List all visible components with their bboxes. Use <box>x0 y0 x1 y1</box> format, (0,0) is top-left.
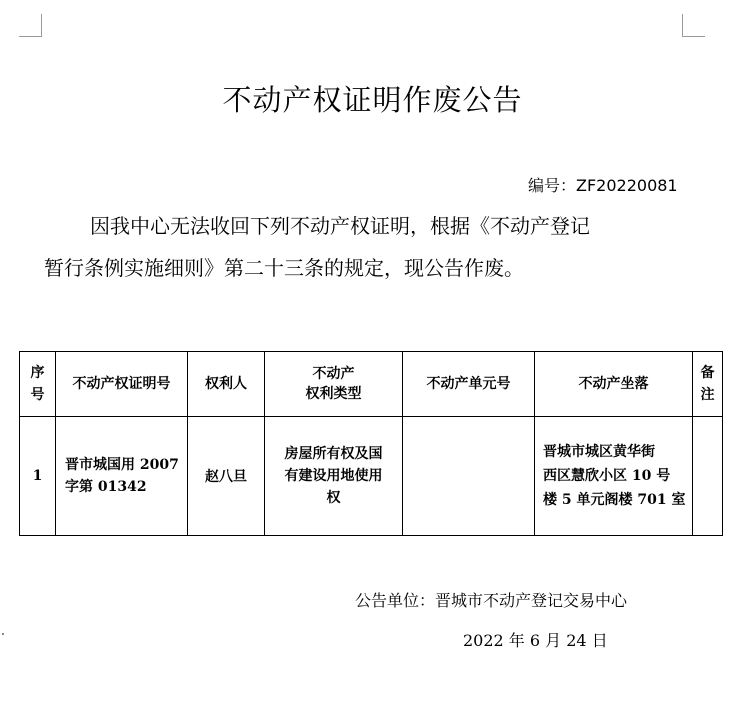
header-seq-line1: 序 <box>30 365 45 381</box>
issue-date: 2022 年 6 月 24 日 <box>463 631 608 650</box>
header-note-line2: 注 <box>700 387 715 403</box>
cell-note <box>693 417 723 536</box>
document-number: 编号：ZF20220081 <box>528 176 678 195</box>
header-cert-no: 不动产权证明号 <box>56 352 188 417</box>
void-certificate-table <box>19 351 723 536</box>
header-holder: 权利人 <box>188 352 265 417</box>
crop-mark-top-left <box>19 14 42 37</box>
cell-unit-no <box>403 417 535 536</box>
cell-right-type-line1: 房屋所有权及国 <box>284 446 383 462</box>
crop-mark-top-right <box>682 14 705 37</box>
header-right-type <box>265 352 403 417</box>
margin-dot <box>2 633 4 635</box>
header-right-type-line1: 不动产 <box>312 366 355 382</box>
issuer-line: 公告单位：晋城市不动产登记交易中心 <box>355 591 628 610</box>
body-line-2: 暂行条例实施细则》第二十三条的规定，现公告作废。 <box>44 256 524 280</box>
header-note <box>693 352 723 417</box>
body-line-1: 因我中心无法收回下列不动产权证明，根据《不动产登记 <box>90 214 590 238</box>
cell-location-line2: 西区慧欣小区 10 号 <box>543 468 671 484</box>
cell-location-line3: 楼 5 单元阁楼 701 室 <box>543 492 686 508</box>
cell-cert-no-line2: 字第 01342 <box>65 479 147 495</box>
cell-right-type-line3: 权 <box>326 490 341 506</box>
table-header-row <box>20 352 723 417</box>
page-title: 不动产权证明作废公告 <box>222 83 523 117</box>
cell-cert-no <box>56 417 188 536</box>
cell-cert-no-line1: 晋市城国用 2007 <box>65 457 179 473</box>
header-note-line1: 备 <box>700 365 715 381</box>
cell-seq: 1 <box>20 417 56 536</box>
cell-right-type-line2: 有建设用地使用 <box>284 468 383 484</box>
header-right-type-line2: 权利类型 <box>305 386 362 402</box>
table-row <box>20 417 723 536</box>
header-unit-no: 不动产单元号 <box>403 352 535 417</box>
cell-location <box>535 417 693 536</box>
header-seq-line2: 号 <box>30 387 45 403</box>
header-location: 不动产坐落 <box>535 352 693 417</box>
cell-location-line1: 晋城市城区黄华街 <box>543 444 655 460</box>
header-seq <box>20 352 56 417</box>
cell-holder: 赵八旦 <box>188 417 265 536</box>
cell-right-type <box>265 417 403 536</box>
